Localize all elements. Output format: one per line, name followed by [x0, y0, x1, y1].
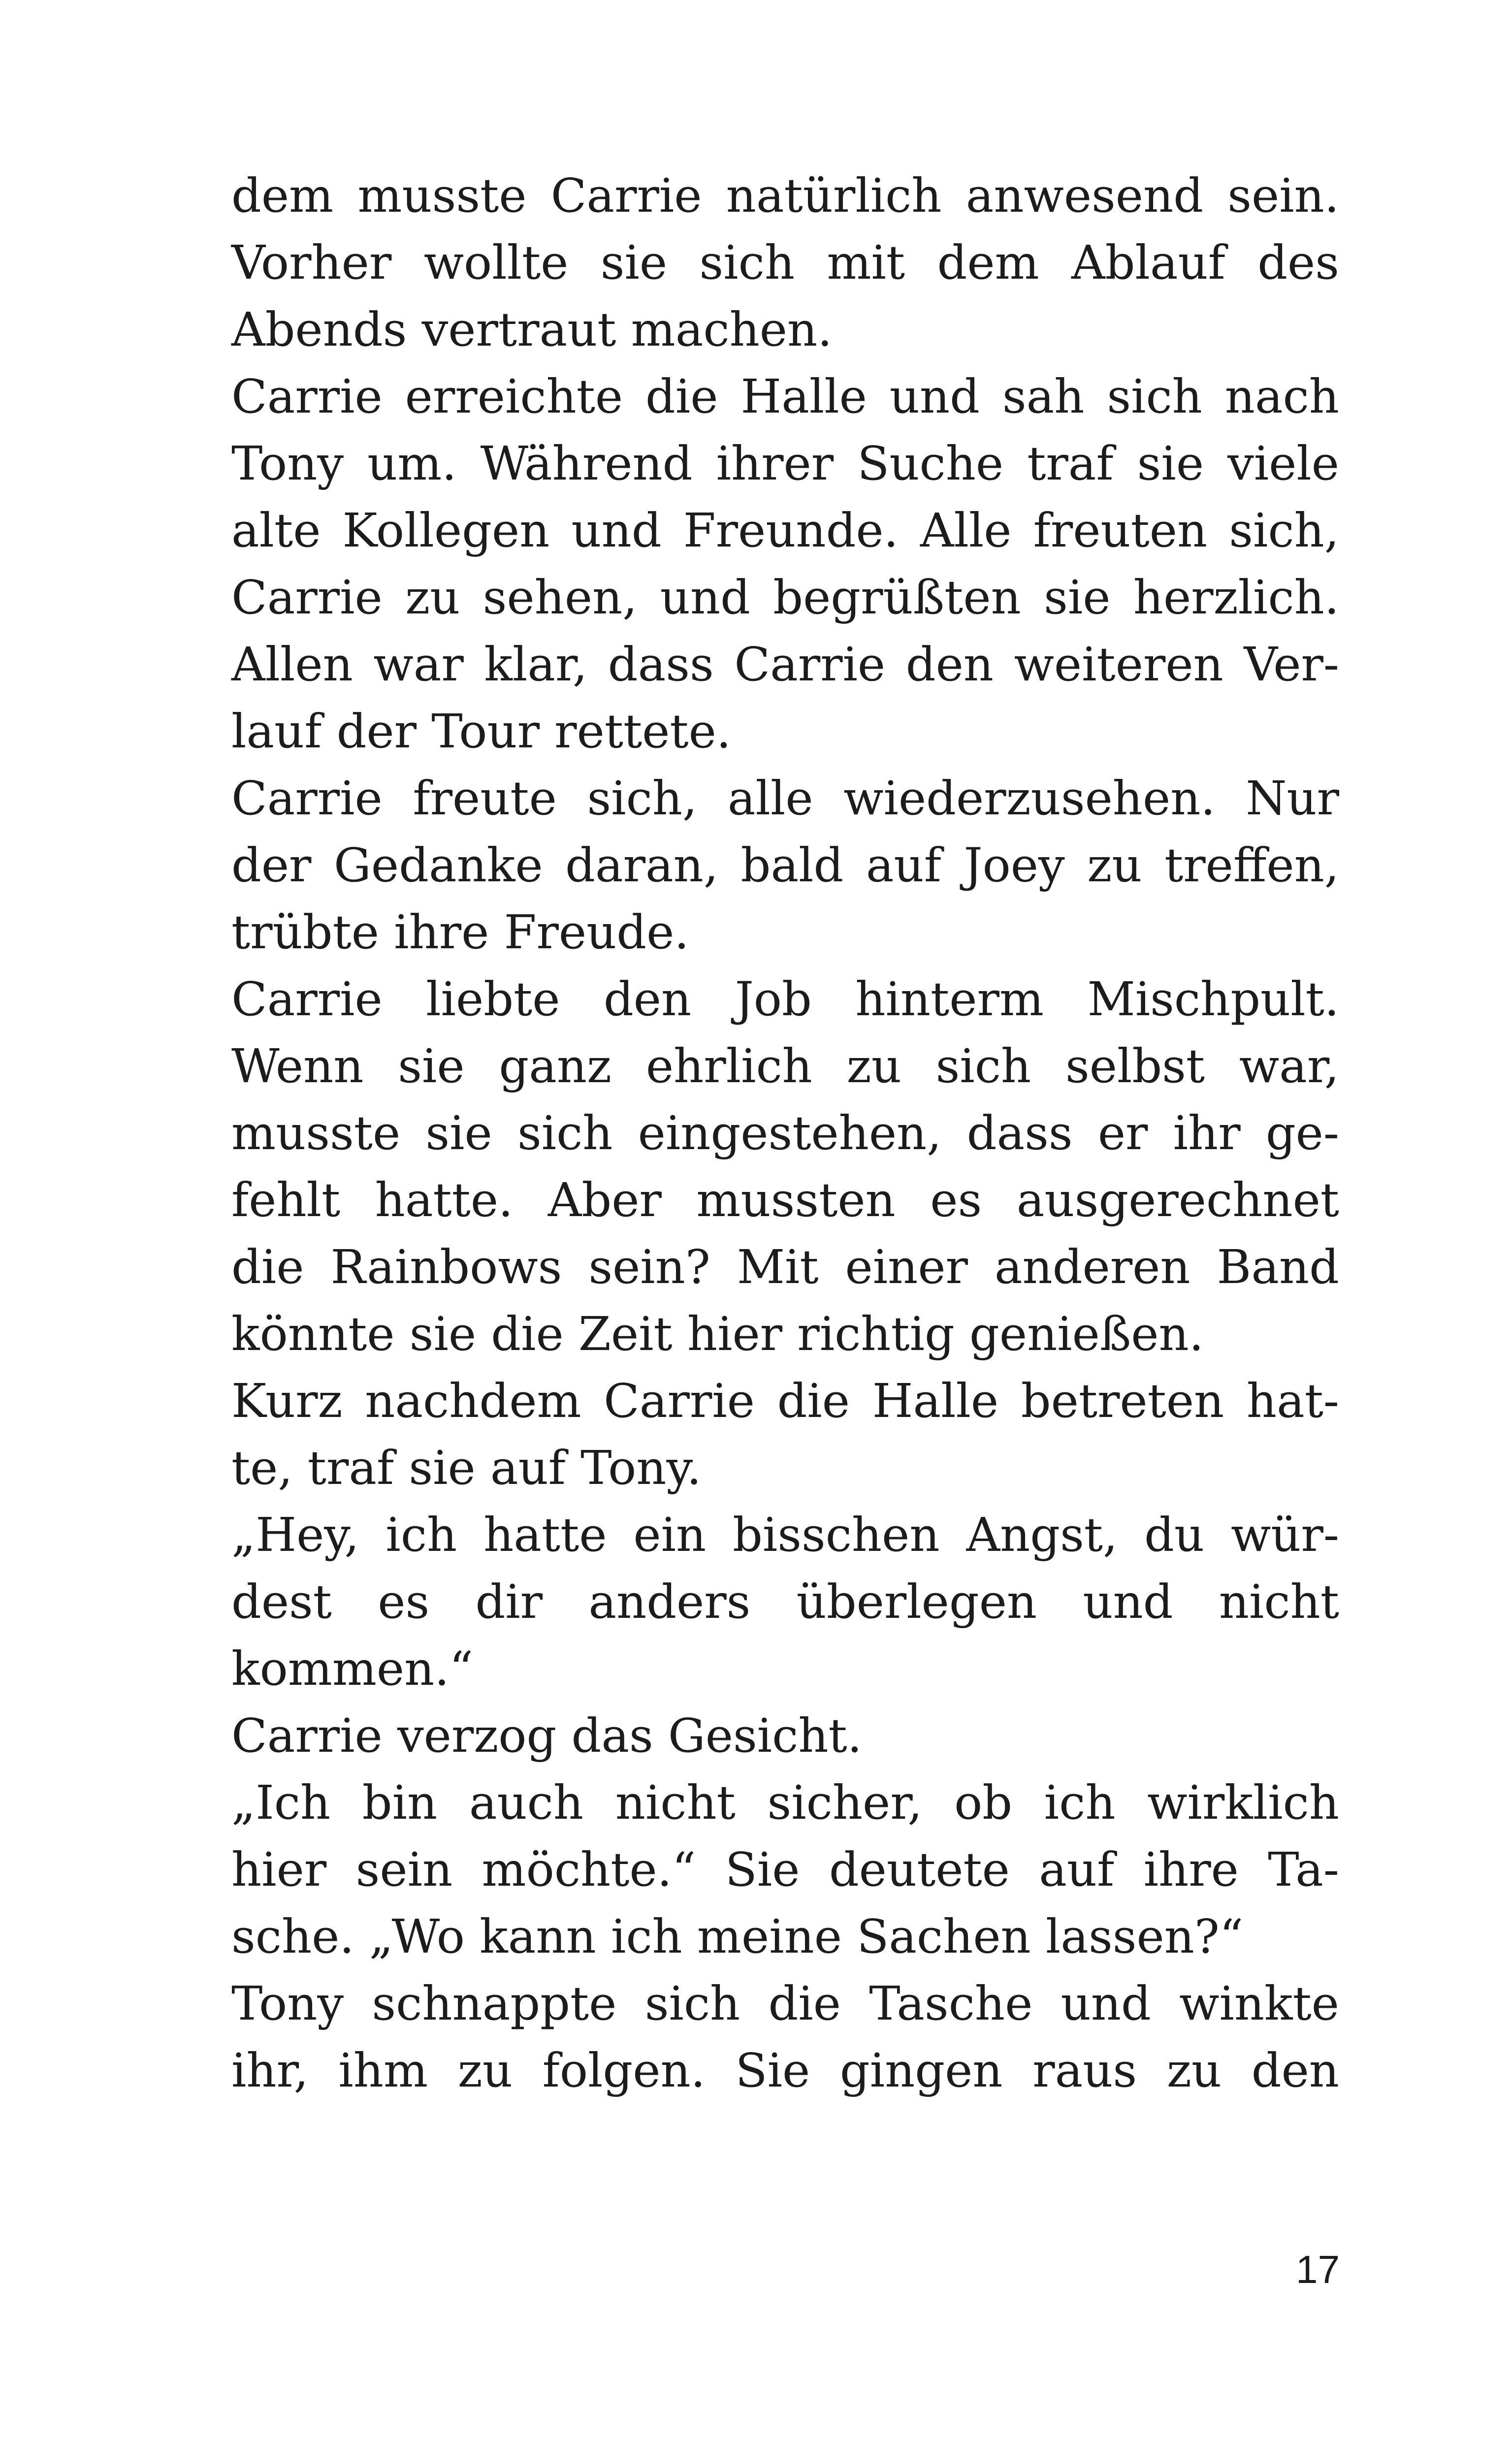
text-line: te, traf sie auf Tony. — [231, 1441, 702, 1495]
text-line: Tony schnappte sich die Tasche und winkte — [231, 1977, 1339, 2031]
text-line: Carrie freute sich, alle wiederzusehen. Nur — [231, 771, 1339, 826]
body-text — [231, 162, 1339, 2104]
text-line: Vorher wollte sie sich mit dem Ablauf des — [231, 236, 1339, 290]
text-line: Allen war klar, dass Carrie den weiteren Ver- — [231, 638, 1339, 692]
text-line: trübte ihre Freude. — [231, 905, 689, 960]
text-line: „Ich bin auch nicht sicher, ob ich wirklich — [231, 1776, 1339, 1830]
text-line: der Gedanke daran, bald auf Joey zu treffen, — [231, 838, 1339, 893]
text-line: Abends vertraut machen. — [231, 303, 833, 357]
text-line: hier sein möchte.“ Sie deutete auf ihre Ta- — [231, 1843, 1339, 1897]
text-line: fehlt hatte. Aber mussten es ausgerechnet — [231, 1173, 1339, 1227]
text-line: Wenn sie ganz ehrlich zu sich selbst war, — [231, 1039, 1339, 1093]
text-line: kommen.“ — [231, 1642, 474, 1696]
text-line: „Hey, ich hatte ein bisschen Angst, du wür- — [231, 1508, 1339, 1562]
page-number: 17 — [1296, 2248, 1340, 2291]
text-line: sche. „Wo kann ich meine Sachen lassen?“ — [231, 1910, 1244, 1964]
text-line: Carrie erreichte die Halle und sah sich nach — [231, 370, 1339, 424]
text-line: alte Kollegen und Freunde. Alle freuten sich, — [231, 504, 1339, 558]
text-line: Tony um. Während ihrer Suche traf sie viele — [231, 437, 1339, 491]
text-line: die Rainbows sein? Mit einer anderen Band — [231, 1240, 1339, 1294]
text-line: Carrie verzog das Gesicht. — [231, 1709, 862, 1763]
text-line: musste sie sich eingestehen, dass er ihr ge- — [231, 1106, 1339, 1160]
text-line: dest es dir anders überlegen und nicht — [231, 1575, 1339, 1629]
text-line: Carrie liebte den Job hinterm Mischpult. — [231, 972, 1339, 1027]
text-line: dem musste Carrie natürlich anwesend sein. — [231, 169, 1339, 223]
text-line: lauf der Tour rettete. — [231, 705, 731, 759]
text-line: Kurz nachdem Carrie die Halle betreten hat- — [231, 1374, 1339, 1428]
text-line: Carrie zu sehen, und begrüßten sie herzlich. — [231, 571, 1339, 625]
text-line: ihr, ihm zu folgen. Sie gingen raus zu den — [231, 2044, 1339, 2098]
text-line: könnte sie die Zeit hier richtig genießen. — [231, 1307, 1204, 1361]
